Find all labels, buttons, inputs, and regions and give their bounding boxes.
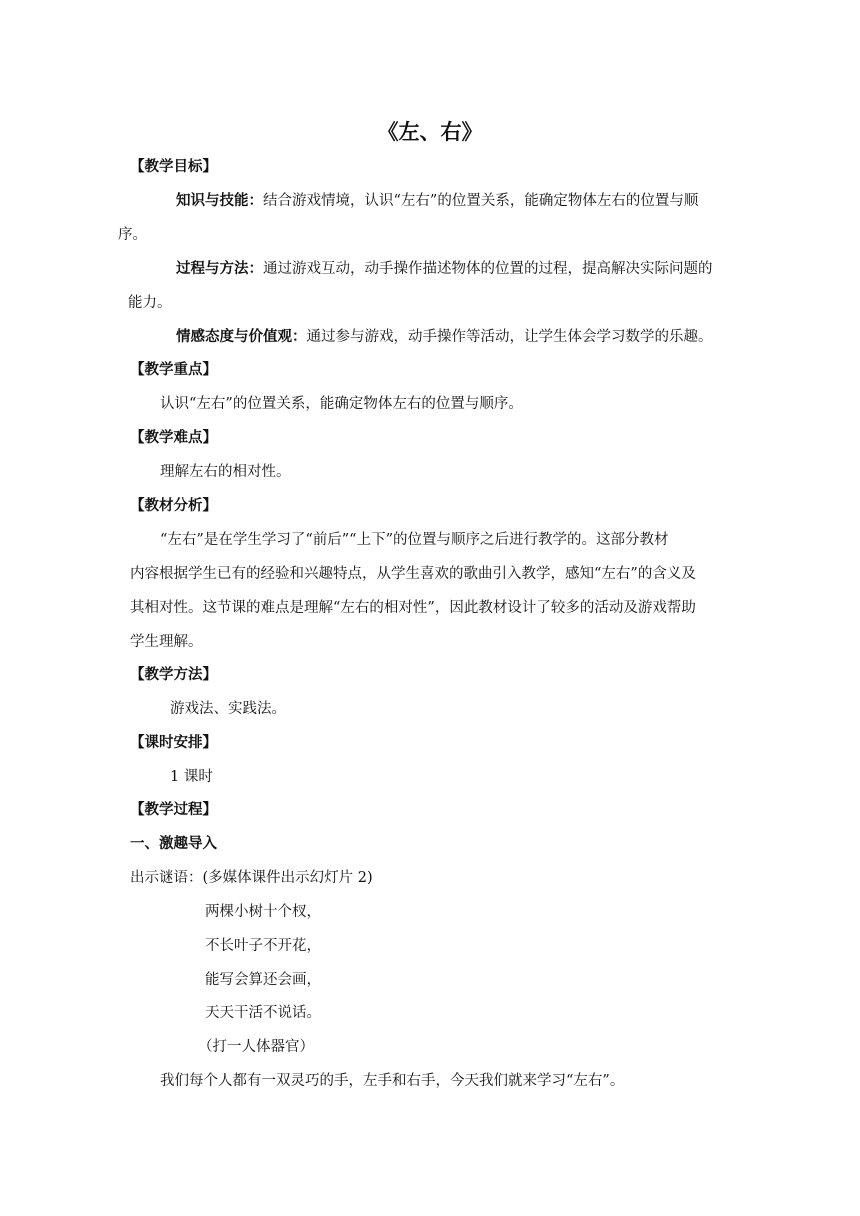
goal1-paragraph xyxy=(176,191,698,211)
difficult-text: 理解左右的相对性。 xyxy=(160,464,291,480)
riddle-line: 两棵小树十个杈， xyxy=(205,904,321,920)
difficult-heading: 【教学难点】 xyxy=(130,429,217,446)
goal2-label: 过程与方法： xyxy=(176,260,263,277)
page-title: 《左、右》 xyxy=(377,119,483,144)
process-heading: 【教学过程】 xyxy=(130,801,217,818)
goal1-text: 结合游戏情境，认识“左右”的位置关系，能确定物体左右的位置与顺 xyxy=(263,193,699,209)
step1-heading: 一、激趣导入 xyxy=(130,835,217,852)
goal3-label: 情感态度与价值观： xyxy=(176,328,307,345)
riddle-answer-hint: （打一人体器官） xyxy=(198,1039,314,1055)
key-heading: 【教学重点】 xyxy=(130,361,217,378)
closing-text: 我们每个人都有一双灵巧的手，左手和右手，今天我们就来学习“左右”。 xyxy=(160,1073,625,1089)
goal3-paragraph xyxy=(176,327,713,347)
goal3-text: 通过参与游戏，动手操作等活动，让学生体会学习数学的乐趣。 xyxy=(306,329,713,345)
schedule-heading: 【课时安排】 xyxy=(130,734,217,751)
analysis-line: “左右”是在学生学习了“前后”“上下”的位置与顺序之后进行教学的。这部分教材 xyxy=(160,532,669,548)
analysis-line: 其相对性。这节课的难点是理解“左右的相对性”，因此教材设计了较多的活动及游戏帮助 xyxy=(130,600,696,616)
method-heading: 【教学方法】 xyxy=(130,666,217,683)
riddle-line: 能写会算还会画， xyxy=(205,972,321,988)
goal2-text: 通过游戏互动，动手操作描述物体的位置的过程，提高解决实际问题的 xyxy=(263,261,713,277)
riddle-line: 天天干活不说话。 xyxy=(205,1005,321,1021)
analysis-line: 内容根据学生已有的经验和兴趣特点，从学生喜欢的歌曲引入教学，感知“左右”的含义及 xyxy=(130,566,696,582)
goals-heading: 【教学目标】 xyxy=(130,158,217,175)
analysis-line: 学生理解。 xyxy=(130,634,203,650)
method-text: 游戏法、实践法。 xyxy=(170,701,286,717)
goal2-text-continued: 能力。 xyxy=(128,295,172,311)
schedule-text: 1 课时 xyxy=(170,769,213,785)
goal2-paragraph xyxy=(176,259,713,279)
analysis-heading: 【教材分析】 xyxy=(130,497,217,514)
riddle-intro: 出示谜语：(多媒体课件出示幻灯片 2) xyxy=(130,870,373,886)
goal1-label: 知识与技能： xyxy=(176,192,263,209)
goal1-text-continued: 序。 xyxy=(118,227,147,243)
riddle-line: 不长叶子不开花， xyxy=(205,938,321,954)
key-text: 认识“左右”的位置关系，能确定物体左右的位置与顺序。 xyxy=(160,396,523,412)
